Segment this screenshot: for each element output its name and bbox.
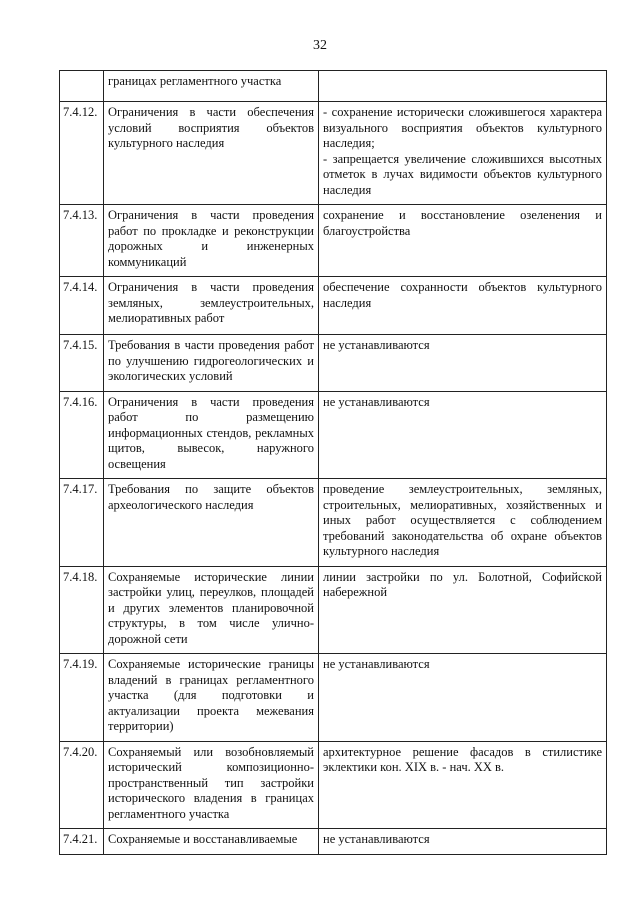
row-name: Сохраняемые исторические линии застройки улиц, переулков, площадей и других элементов планировочной структуры, в том числе улично-дорожной сети	[104, 566, 319, 654]
row-value: сохранение и восстановление озеленения и благоустройства	[319, 205, 607, 277]
row-value: архитектурное решение фасадов в стилистике эклектики кон. XIX в. - нач. XX в.	[319, 741, 607, 829]
table-row	[60, 741, 607, 829]
table-row	[60, 335, 607, 392]
row-value: не устанавливаются	[319, 829, 607, 855]
table-row	[60, 205, 607, 277]
row-name: Требования в части проведения работ по улучшению гидрогеологических и экологических условий	[104, 335, 319, 392]
row-name: Ограничения в части проведения земляных, землеустроительных, мелиоративных работ	[104, 277, 319, 335]
row-value: линии застройки по ул. Болотной, Софийской набережной	[319, 566, 607, 654]
table-row	[60, 102, 607, 205]
row-name: Сохраняемый или возобновляемый исторический композиционно-пространственный тип застройки исторического владения в границах регламентного участка	[104, 741, 319, 829]
row-number: 7.4.18.	[60, 566, 104, 654]
row-value: не устанавливаются	[319, 335, 607, 392]
row-value	[319, 71, 607, 102]
table-row	[60, 654, 607, 742]
row-name: Ограничения в части проведения работ по прокладке и реконструкции дорожных и инженерных коммуникаций	[104, 205, 319, 277]
row-number: 7.4.14.	[60, 277, 104, 335]
table-row	[60, 566, 607, 654]
row-number: 7.4.20.	[60, 741, 104, 829]
row-name: Ограничения в части обеспечения условий восприятия объектов культурного наследия	[104, 102, 319, 205]
value-line: - запрещается увеличение сложившихся высотных отметок в лучах видимости объектов культурного наследия	[323, 151, 602, 197]
row-value: не устанавливаются	[319, 654, 607, 742]
page-number: 32	[313, 38, 327, 53]
row-number	[60, 71, 104, 102]
row-name: Сохраняемые и восстанавливаемые	[104, 829, 319, 855]
row-number: 7.4.17.	[60, 479, 104, 567]
row-number: 7.4.16.	[60, 391, 104, 479]
value-line: - сохранение исторически сложившегося характера визуального восприятия объектов культурного наследия;	[323, 105, 602, 150]
row-number: 7.4.19.	[60, 654, 104, 742]
row-number: 7.4.15.	[60, 335, 104, 392]
row-name: границах регламентного участка	[104, 71, 319, 102]
row-number: 7.4.12.	[60, 102, 104, 205]
row-value	[319, 102, 607, 205]
table-row	[60, 479, 607, 567]
row-name: Ограничения в части проведения работ по размещению информационных стендов, рекламных щитов, вывесок, наружного освещения	[104, 391, 319, 479]
table-row	[60, 391, 607, 479]
table-row	[60, 829, 607, 855]
regulation-table	[59, 70, 607, 855]
row-number: 7.4.13.	[60, 205, 104, 277]
row-value: не устанавливаются	[319, 391, 607, 479]
table-row	[60, 277, 607, 335]
row-value: проведение землеустроительных, земляных, строительных, мелиоративных, хозяйственных и иных работ осуществляется с соблюдением требований законодательства об охране объектов культурного наследия	[319, 479, 607, 567]
row-number: 7.4.21.	[60, 829, 104, 855]
table-row	[60, 71, 607, 102]
row-value: обеспечение сохранности объектов культурного наследия	[319, 277, 607, 335]
row-name: Сохраняемые исторические границы владений в границах регламентного участка (для подготовки и актуализации проекта межевания территории)	[104, 654, 319, 742]
row-name: Требования по защите объектов археологического наследия	[104, 479, 319, 567]
